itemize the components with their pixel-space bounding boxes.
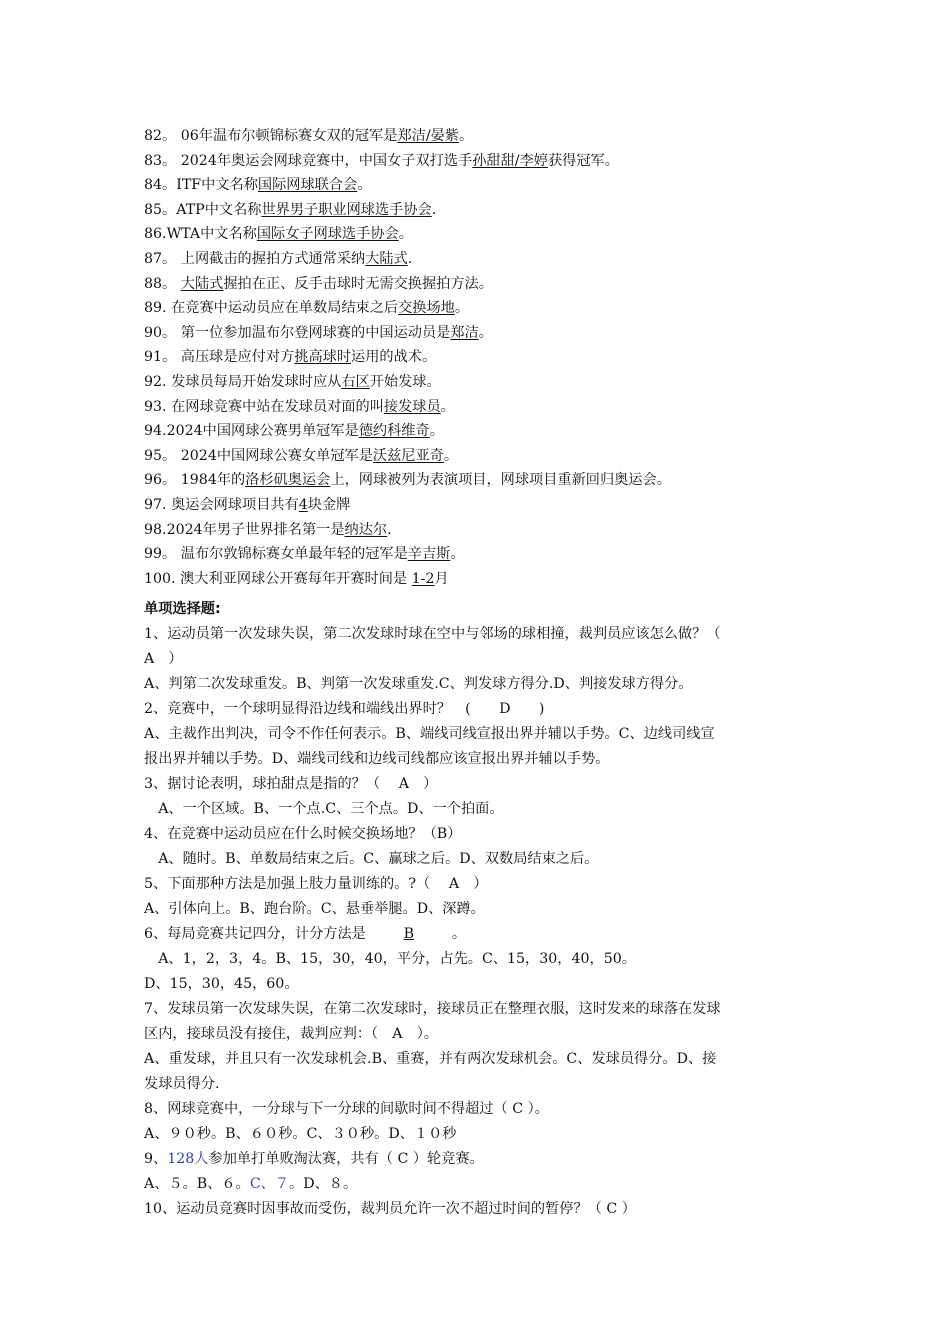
question-text: 83。 2024年奥运会网球竞赛中，中国女子双打选手 bbox=[144, 152, 473, 169]
question-text-end: 。 bbox=[478, 324, 493, 341]
q6-options-line2: D、15，30，45，60。 bbox=[144, 976, 299, 992]
question-text: 100. 澳大利亚网球公开赛每年开赛时间是 bbox=[144, 570, 412, 587]
fill-question bbox=[144, 345, 820, 369]
question-text-end: 。 bbox=[357, 177, 372, 194]
fill-question bbox=[144, 247, 820, 271]
question-text-end: 。 bbox=[440, 398, 455, 415]
q6-stem-text: 6、每局竞赛共记四分，计分方法是 bbox=[144, 926, 366, 942]
answer-underlined: 纳达尔 bbox=[344, 521, 388, 538]
question-text-end: 。 bbox=[450, 546, 465, 563]
q7-options-line2: 发球员得分. bbox=[144, 1076, 220, 1092]
question-text: 98.2024年男子世界排名第一是 bbox=[144, 521, 345, 538]
fill-question bbox=[144, 518, 820, 542]
q7-stem-line1: 7、发球员第一次发球失误，在第二次发球时，接球员正在整理衣服，这时发来的球落在发球 bbox=[144, 1001, 721, 1017]
q7-stem-line2: 区内，接球员没有接住，裁判应判：（ A ）。 bbox=[144, 1026, 438, 1042]
q9-options bbox=[144, 1172, 820, 1196]
q2-options-line2: 报出界并辅以手势。D、端线司线和边线司线都应该宣报出界并辅以手势。 bbox=[144, 751, 610, 767]
question-text-end: . bbox=[407, 251, 413, 267]
q9-option-d: 。D、８。 bbox=[289, 1176, 358, 1192]
answer-underlined: 国际女子网球选手协会 bbox=[256, 226, 399, 243]
answer-underlined: 右区 bbox=[341, 374, 370, 390]
fill-question bbox=[144, 444, 820, 468]
question-text: 93. 在网球竞赛中站在发球员对面的叫 bbox=[144, 398, 384, 415]
question-text: 82。 06年温布尔顿锦标赛女双的冠军是 bbox=[144, 128, 398, 144]
question-text: 91。 高压球是应付对方 bbox=[144, 349, 295, 366]
question-text: 90。 第一位参加温布尔登网球赛的中国运动员是 bbox=[144, 324, 451, 341]
fill-question bbox=[144, 493, 820, 517]
q8-stem: 8、网球竞赛中，一分球与下一分球的间歇时间不得超过（ C ）。 bbox=[144, 1101, 549, 1117]
q9-stem bbox=[144, 1147, 820, 1171]
answer-underlined: 沃兹尼亚奇 bbox=[372, 447, 444, 464]
fill-question bbox=[144, 296, 820, 320]
answer-underlined: 郑洁/晏紫 bbox=[397, 128, 459, 144]
answer-underlined: 郑洁 bbox=[450, 324, 479, 341]
question-text-end: 获得冠军。 bbox=[547, 152, 619, 169]
q6-answer-blank: B bbox=[403, 926, 415, 942]
question-text-end: 开始发球。 bbox=[369, 374, 441, 390]
question-text: 88。 bbox=[144, 275, 181, 292]
answer-underlined: 德约科维奇 bbox=[358, 423, 430, 440]
question-text: 96。 1984年的 bbox=[144, 472, 246, 489]
q7-options-line1: A、重发球，并且只有一次发球机会.B、重赛，并有两次发球机会。C、发球员得分。D、接 bbox=[144, 1051, 717, 1067]
question-text: 87。 上网截击的握拍方式通常采纳 bbox=[144, 251, 366, 267]
q3-stem: 3、据讨论表明，球拍甜点是指的？（ A ） bbox=[144, 776, 438, 792]
answer-underlined: 大陆式 bbox=[365, 251, 408, 267]
q9-highlight: 128人 bbox=[167, 1151, 209, 1167]
q1-stem-line2: A ） bbox=[144, 651, 183, 667]
question-text: 86.WTA中文名称 bbox=[144, 226, 257, 243]
fill-question bbox=[144, 370, 820, 394]
q1-options: A、判第二次发球重发。B、判第一次发球重发.C、判发球方得分.D、判接发球方得分。 bbox=[144, 676, 693, 692]
question-text-end: 。 bbox=[458, 128, 474, 144]
fill-question bbox=[144, 149, 820, 173]
question-text-end: 。 bbox=[454, 300, 470, 317]
question-text-end: 握拍在正、反手击球时无需交换握拍方法。 bbox=[223, 275, 493, 292]
question-text-end: 。 bbox=[429, 423, 444, 440]
fill-question bbox=[144, 173, 820, 197]
q5-stem: 5、下面那种方法是加强上肢力量训练的。?（ A ） bbox=[144, 876, 488, 892]
answer-underlined: 挑高球时 bbox=[294, 349, 352, 366]
answer-underlined: 国际网球联合会 bbox=[257, 177, 358, 194]
q6-stem-end: 。 bbox=[451, 926, 467, 942]
answer-underlined: 世界男子职业网球选手协会 bbox=[261, 201, 432, 218]
section-title: 单项选择题: bbox=[144, 601, 221, 617]
answer-underlined: 接发球员 bbox=[383, 398, 441, 415]
fill-question bbox=[144, 542, 820, 566]
question-text: 89. 在竞赛中运动员应在单数局结束之后 bbox=[144, 300, 399, 317]
q2-options-line1: A、主裁作出判决，司令不作任何表示。B、端线司线宣报出界并辅以手势。C、边线司线宣 bbox=[144, 726, 715, 742]
q3-options: A、一个区域。B、一个点.C、三个点。D、一个拍面。 bbox=[144, 801, 504, 817]
answer-underlined: 4 bbox=[298, 497, 308, 513]
q10-stem: 10、运动员竞赛时因事故而受伤，裁判员允许一次不超过时间的暂停？（ C ） bbox=[144, 1201, 636, 1217]
q4-stem: 4、在竞赛中运动员应在什么时候交换场地？（B） bbox=[144, 826, 462, 842]
q9-stem-text: 参加单打单败淘汰赛，共有（ C ）轮竞赛。 bbox=[208, 1151, 484, 1167]
fill-question bbox=[144, 272, 820, 296]
question-text: 85。ATP中文名称 bbox=[144, 201, 262, 218]
fill-question bbox=[144, 198, 820, 222]
fill-question bbox=[144, 321, 820, 345]
fill-question bbox=[144, 468, 820, 492]
fill-question bbox=[144, 222, 820, 246]
q4-options: A、随时。B、单数局结束之后。C、赢球之后。D、双数局结束之后。 bbox=[144, 851, 599, 867]
question-text: 97. 奥运会网球项目共有 bbox=[144, 497, 299, 513]
answer-underlined: 辛吉斯 bbox=[407, 546, 451, 563]
q2-stem: 2、竞赛中，一个球明显得沿边线和端线出界时？ ( D ) bbox=[144, 701, 545, 717]
q1-stem-line1: 1、运动员第一次发球失误，第二次发球时球在空中与邻场的球相撞，裁判员应该怎么做？（ bbox=[144, 626, 721, 642]
question-text: 84。ITF中文名称 bbox=[144, 177, 258, 194]
answer-underlined: 大陆式 bbox=[180, 275, 224, 292]
question-text-end: 。 bbox=[398, 226, 413, 243]
question-text-end: 运用的战术。 bbox=[351, 349, 437, 366]
question-text: 95。 2024中国网球公赛女单冠军是 bbox=[144, 447, 373, 464]
question-text: 99。 温布尔敦锦标赛女单最年轻的冠军是 bbox=[144, 546, 408, 563]
answer-underlined: 交换场地 bbox=[398, 300, 455, 317]
question-text-end: . bbox=[431, 201, 437, 218]
question-text-end: . bbox=[387, 521, 392, 538]
q9-options-ab: A、５。B、６。 bbox=[144, 1176, 250, 1192]
q8-options: A、９０秒。B、６０秒。C、３０秒。D、１０秒 bbox=[144, 1126, 457, 1142]
fill-question bbox=[144, 395, 820, 419]
answer-underlined: 洛杉矶奥运会 bbox=[245, 472, 331, 489]
q9-number: 9、 bbox=[144, 1151, 168, 1167]
fill-question bbox=[144, 124, 820, 148]
question-text: 94.2024中国网球公赛男单冠军是 bbox=[144, 423, 359, 440]
fill-question bbox=[144, 567, 820, 591]
fill-question bbox=[144, 419, 820, 443]
q6-stem bbox=[144, 922, 820, 946]
answer-underlined: 1-2 bbox=[411, 570, 435, 587]
answer-underlined: 孙甜甜/李婷 bbox=[472, 152, 548, 169]
question-text-end: 上，网球被列为表演项目，网球项目重新回归奥运会。 bbox=[330, 472, 671, 489]
question-text-end: 块金牌 bbox=[307, 497, 351, 513]
q6-options-line1: A、1，2，3，4。B、15，30，40，平分，占先。C、15，30，40，50。 bbox=[144, 951, 636, 967]
question-text: 92. 发球员每局开始发球时应从 bbox=[144, 374, 342, 390]
question-text-end: 月 bbox=[434, 570, 449, 587]
question-text-end: 。 bbox=[443, 447, 459, 464]
q5-options: A、引体向上。B、跑台阶。C、悬垂举腿。D、深蹲。 bbox=[144, 901, 485, 917]
q9-option-c: C、７ bbox=[249, 1176, 290, 1192]
